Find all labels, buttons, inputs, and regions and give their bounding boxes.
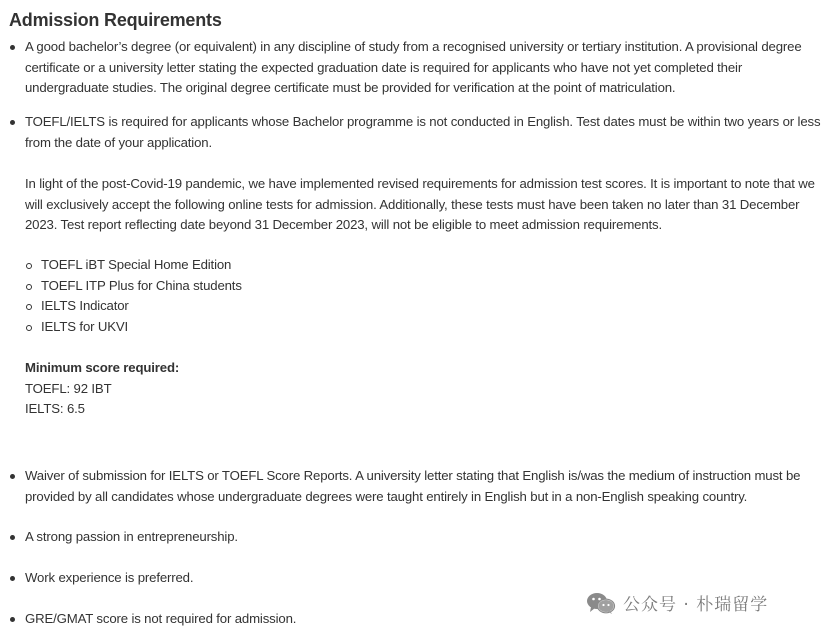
bullet-dot bbox=[10, 576, 15, 581]
covid-test-note bbox=[25, 174, 825, 236]
bullet-dot bbox=[10, 474, 15, 479]
text-line: A strong passion in entrepreneurship. bbox=[25, 529, 238, 544]
bullet-dot bbox=[10, 45, 15, 50]
requirement-waiver bbox=[25, 466, 825, 507]
accepted-test-item: IELTS for UKVI bbox=[41, 319, 129, 334]
bullet-dot bbox=[10, 120, 15, 125]
text-line: will exclusively accept the following online tests for admission. Additionally, these tests must have been taken no later than 31 December bbox=[25, 196, 800, 212]
requirement-degree bbox=[25, 37, 825, 99]
accepted-test-item: TOEFL iBT Special Home Edition bbox=[41, 257, 232, 272]
text-line: TOEFL/IELTS is required for applicants whose Bachelor programme is not conducted in English. Test dates must be within two years or less bbox=[25, 114, 821, 129]
sub-bullet-circle bbox=[26, 284, 32, 290]
requirement-work-experience bbox=[25, 568, 825, 589]
text-line: 2023. Test report reflecting date beyond 31 December 2023, will not be eligible to meet admission requirements. bbox=[25, 217, 662, 232]
minimum-score-heading: Minimum score required: bbox=[25, 360, 180, 375]
bullet-dot bbox=[10, 535, 15, 540]
watermark bbox=[586, 590, 768, 615]
minimum-score-section bbox=[25, 358, 825, 420]
page-title: Admission Requirements bbox=[9, 10, 222, 30]
requirement-toefl-ielts bbox=[25, 112, 825, 153]
watermark-text: 公众号 · 朴瑞留学 bbox=[623, 595, 769, 615]
wechat-icon bbox=[586, 591, 616, 615]
accepted-test-item: IELTS Indicator bbox=[41, 298, 129, 313]
text-line: In light of the post-Covid-19 pandemic, we have implemented revised requirements for admission test scores. It is important to note that we bbox=[25, 176, 815, 191]
toefl-score: TOEFL: 92 IBT bbox=[25, 380, 112, 396]
text-line: Work experience is preferred. bbox=[25, 570, 194, 585]
text-line: GRE/GMAT score is not required for admission. bbox=[25, 611, 297, 626]
sub-bullet-circle bbox=[26, 304, 32, 310]
sub-bullet-circle bbox=[26, 263, 32, 269]
text-line: provided by all candidates whose undergraduate degrees were taught entirely in English but in a non-English speaking country. bbox=[25, 488, 748, 504]
bullet-dot bbox=[10, 617, 15, 622]
text-line: certificate or a university letter stating the expected graduation date is required for applicants who have not yet completed their bbox=[25, 59, 743, 75]
ielts-score: IELTS: 6.5 bbox=[25, 401, 85, 416]
accepted-test-item: TOEFL ITP Plus for China students bbox=[41, 278, 242, 293]
text-line: undergraduate studies. The original degree certificate must be provided for verification at the point of matriculation. bbox=[25, 80, 676, 95]
sub-bullet-circle bbox=[26, 325, 32, 331]
text-line: A good bachelor’s degree (or equivalent) in any discipline of study from a recognised university or tertiary institution. A provisional degree bbox=[25, 39, 802, 54]
text-line: from the date of your application. bbox=[25, 134, 212, 150]
requirement-entrepreneurship bbox=[25, 527, 825, 548]
text-line: Waiver of submission for IELTS or TOEFL Score Reports. A university letter stating that English is/was the medium of instruction must be bbox=[25, 468, 801, 483]
